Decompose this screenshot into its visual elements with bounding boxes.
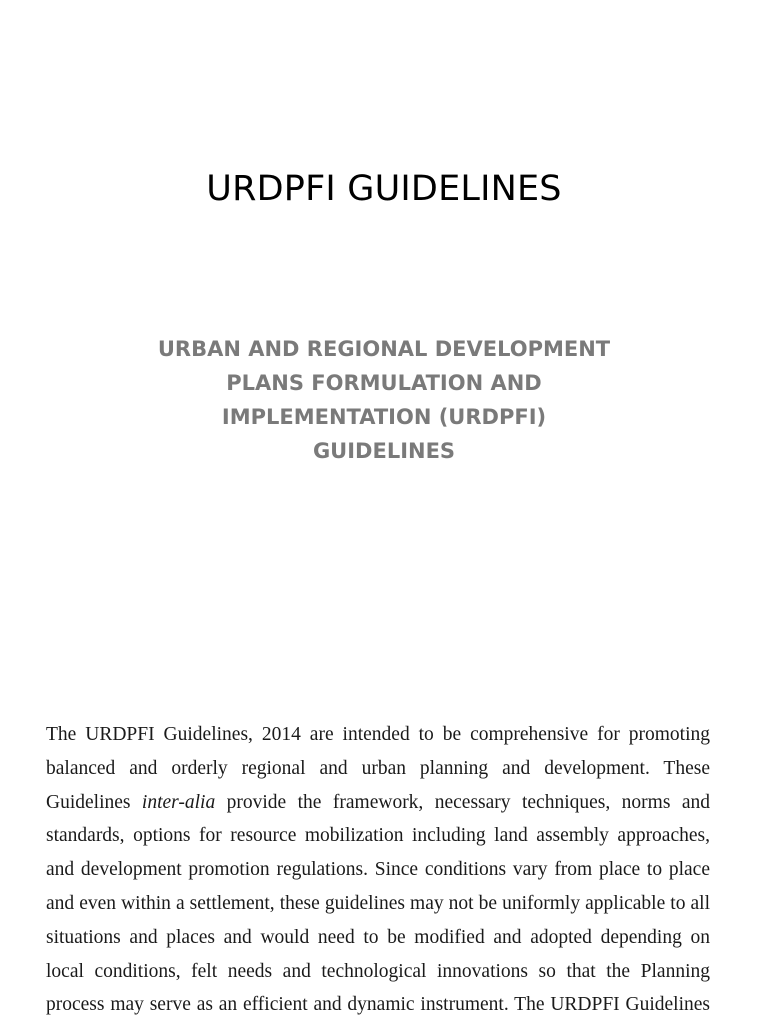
subtitle-line: IMPLEMENTATION (URDPFI) [221, 405, 547, 429]
subtitle-line: PLANS FORMULATION AND [226, 371, 542, 395]
page-title: URDPFI GUIDELINES [206, 169, 562, 209]
body-line: situations and places and would need to be modified and adopted depending on [46, 926, 710, 948]
body-line: and development promotion regulations. Since conditions vary from place to place [46, 859, 710, 881]
body-line: The URDPFI Guidelines, 2014 are intended to be comprehensive for promoting [46, 724, 710, 745]
subtitle-line: URBAN AND REGIONAL DEVELOPMENT [157, 337, 611, 361]
body-text-segment: provide the framework, necessary techniques, norms and [215, 791, 711, 813]
body-text-segment: Guidelines [46, 791, 142, 813]
body-line: standards, options for resource mobilization including land assembly approaches, [46, 825, 710, 847]
body-line [46, 786, 710, 820]
body-line: process may serve as an efficient and dynamic instrument. The URDPFI Guidelines [46, 994, 710, 1016]
page-subtitle [84, 332, 684, 468]
body-paragraph [46, 718, 710, 1022]
italic-term: inter-alia [141, 791, 216, 813]
body-line: balanced and orderly regional and urban planning and development. These [46, 757, 710, 779]
subtitle-line: GUIDELINES [312, 439, 456, 463]
body-line: local conditions, felt needs and technological innovations so that the Planning [46, 960, 710, 982]
body-line: and even within a settlement, these guidelines may not be uniformly applicable to all [46, 892, 710, 914]
